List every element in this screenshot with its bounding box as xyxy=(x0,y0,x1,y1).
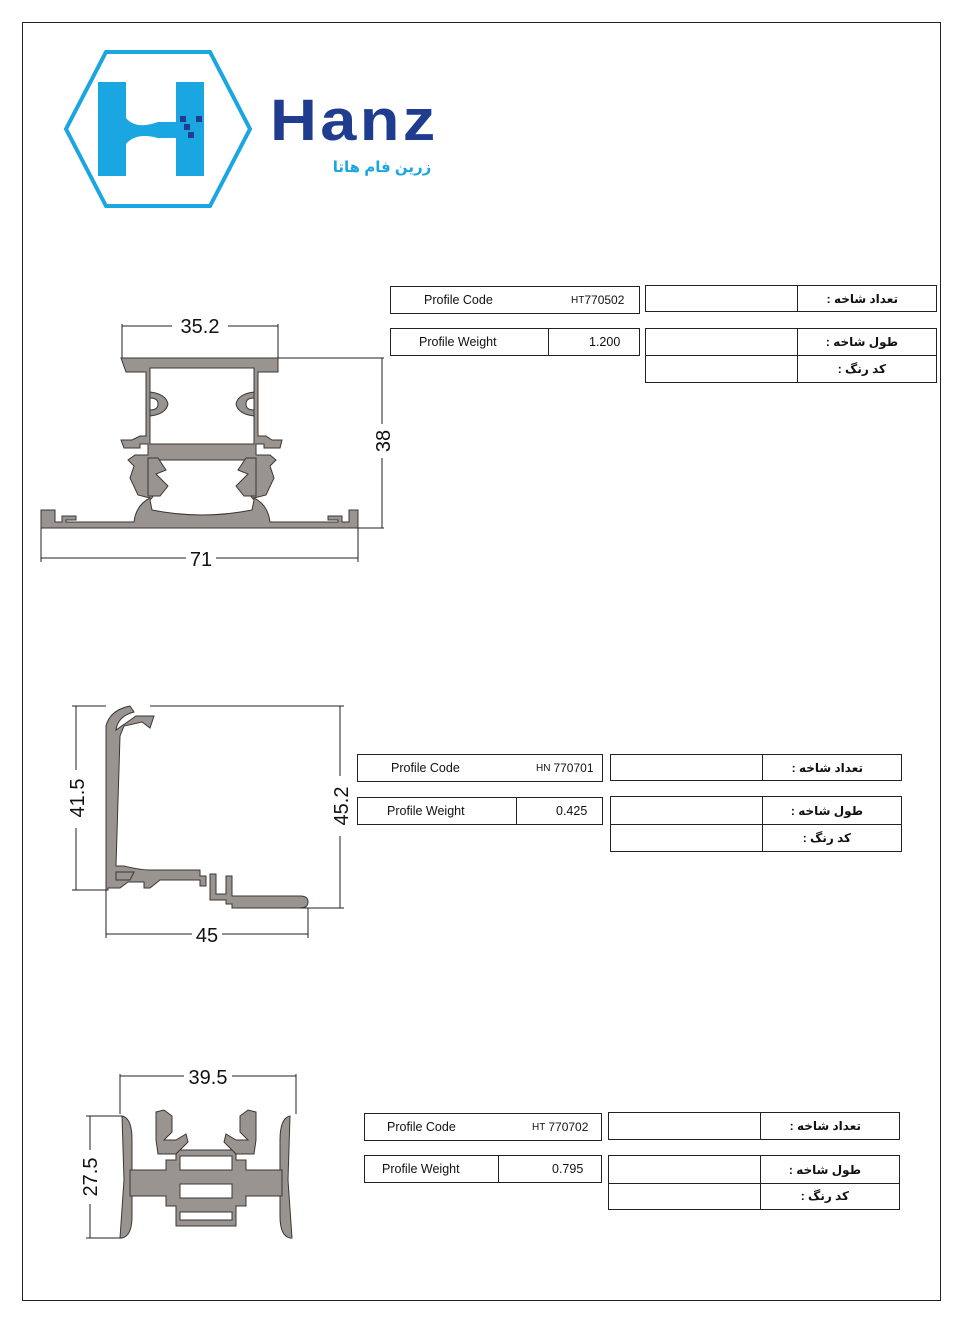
profile-1-branch-count-box xyxy=(645,285,937,312)
profile-1-code-box xyxy=(390,286,640,314)
dim-left-height: 41.5 xyxy=(67,778,89,818)
branch-length-label: طول شاخه : xyxy=(788,1162,861,1177)
profile-code-value: 770702 xyxy=(548,1120,589,1134)
color-code-label: کد رنگ : xyxy=(802,830,851,845)
profile-code-label: Profile Code xyxy=(387,1120,456,1134)
color-code-label: کد رنگ : xyxy=(837,361,886,376)
dim-width: 39.5 xyxy=(188,1067,228,1089)
dim-total-width: 71 xyxy=(189,549,213,571)
profile-1-weight-box xyxy=(390,328,640,356)
branch-count-value xyxy=(609,1113,760,1139)
profile-code-prefix: HT xyxy=(532,1121,546,1133)
profile-weight-value: 0.795 xyxy=(552,1162,584,1176)
color-code-value xyxy=(646,355,797,382)
profile-code-label: Profile Code xyxy=(391,761,460,775)
dim-width: 45 xyxy=(195,925,219,947)
profile-code-prefix: HT xyxy=(571,294,585,306)
profile-code-value: 770701 xyxy=(553,761,594,775)
color-code-value xyxy=(609,1183,760,1209)
color-code-label: کد رنگ : xyxy=(800,1189,849,1203)
profile-code-value: 770502 xyxy=(584,293,625,307)
profile-weight-value: 0.425 xyxy=(556,804,588,818)
profile-weight-label: Profile Weight xyxy=(382,1162,460,1176)
branch-count-value xyxy=(611,755,762,780)
brand-name: Hanz xyxy=(270,88,439,153)
profile-weight-label: Profile Weight xyxy=(387,804,465,818)
profile-3-branch-count-box xyxy=(608,1112,900,1140)
profile-3-code-box xyxy=(364,1113,602,1141)
branch-length-value xyxy=(611,797,762,824)
profile-1-length-color-box xyxy=(645,328,937,383)
profile-2-branch-count-box xyxy=(610,754,902,781)
profile-2-length-color-box xyxy=(610,796,902,852)
branch-count-label: تعداد شاخه : xyxy=(789,1119,861,1133)
profile-code-label: Profile Code xyxy=(424,293,493,307)
profile-2-weight-box xyxy=(357,797,603,825)
branch-count-label: تعداد شاخه : xyxy=(826,291,898,306)
profile-3-length-color-box xyxy=(608,1155,900,1210)
branch-length-value xyxy=(609,1156,760,1183)
branch-length-label: طول شاخه : xyxy=(825,335,898,349)
color-code-value xyxy=(611,824,762,851)
profile-code-prefix: HN xyxy=(536,762,551,774)
dim-height: 27.5 xyxy=(80,1157,102,1197)
profile-weight-label: Profile Weight xyxy=(419,335,497,349)
branch-length-label: طول شاخه : xyxy=(790,803,863,818)
dim-right-height: 45.2 xyxy=(331,786,353,826)
dim-top-width: 35.2 xyxy=(180,316,220,338)
profile-2-code-box xyxy=(357,754,603,782)
branch-count-value xyxy=(646,286,797,311)
branch-count-label: تعداد شاخه : xyxy=(791,760,863,775)
brand-tagline: زرین فام هاتا xyxy=(332,159,432,176)
dim-height: 38 xyxy=(373,429,395,453)
profile-weight-value: 1.200 xyxy=(589,335,621,349)
branch-length-value xyxy=(646,329,797,355)
profile-3-weight-box xyxy=(364,1155,602,1183)
